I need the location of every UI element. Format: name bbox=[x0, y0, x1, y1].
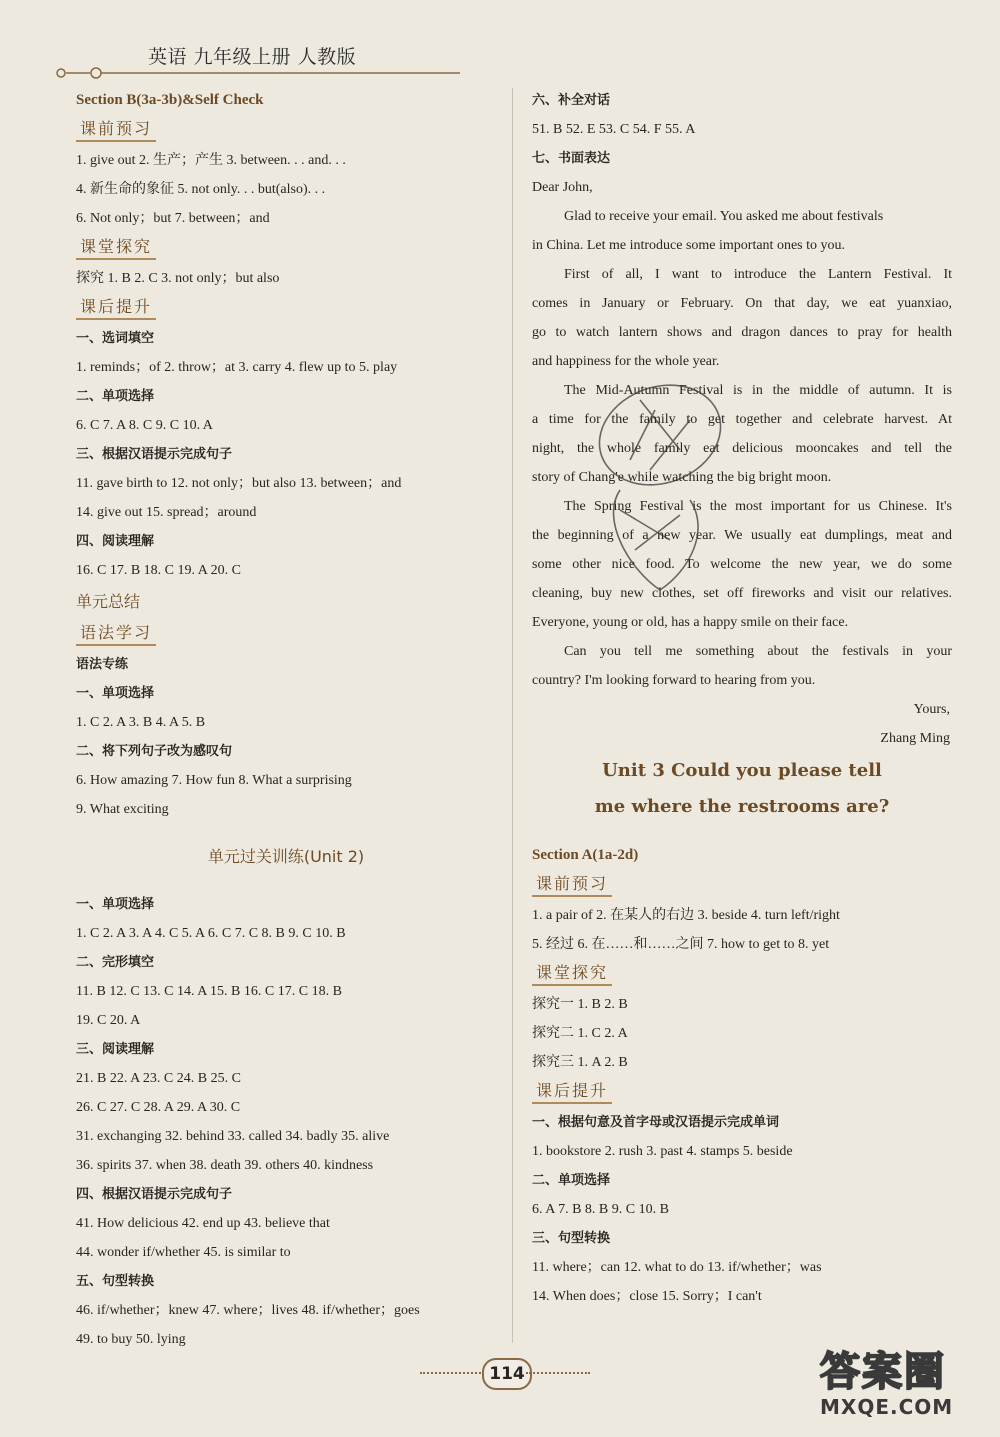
answer-line: 11. where；can 12. what to do 13. if/whether；was bbox=[532, 1260, 822, 1275]
exercise-heading: 一、根据句意及首字母或汉语提示完成单词 bbox=[532, 1115, 780, 1130]
essay-line: The Mid-Autumn Festival is in the middle of autumn. It is bbox=[564, 383, 952, 398]
answer-line: 41. How delicious 42. end up 43. believe that bbox=[76, 1216, 330, 1231]
essay-line: Glad to receive your email. You asked me about festivals bbox=[564, 209, 884, 224]
exercise-heading: 一、单项选择 bbox=[76, 897, 155, 912]
answer-line: 1. C 2. A 3. B 4. A 5. B bbox=[76, 715, 206, 730]
answer-line: and happiness for the whole year. bbox=[532, 354, 720, 369]
exercise-heading: 三、根据汉语提示完成句子 bbox=[76, 447, 233, 462]
exercise-heading: 三、句型转换 bbox=[532, 1231, 611, 1246]
subsection-tag bbox=[76, 233, 496, 264]
essay-line: cleaning, buy new clothes, set off fireworks and visit our relatives. bbox=[532, 586, 952, 601]
book-title: 英语 九年级上册 人教版 bbox=[148, 46, 357, 68]
left-column bbox=[76, 86, 496, 1354]
essay-line: go to watch lantern shows and dragon dances to pray for health bbox=[532, 325, 952, 340]
answer-line: 46. if/whether；knew 47. where；lives 48. if/whether；goes bbox=[76, 1303, 420, 1318]
answer-line: 11. B 12. C 13. C 14. A 15. B 16. C 17. C 18. B bbox=[76, 984, 342, 999]
section-heading: Section A(1a-2d) bbox=[532, 847, 639, 863]
page-footer bbox=[420, 1358, 590, 1388]
spacer bbox=[76, 874, 496, 890]
answer-line: 探究二 1. C 2. A bbox=[532, 1026, 628, 1041]
answer-line: 21. B 22. A 23. C 24. B 25. C bbox=[76, 1071, 241, 1086]
footer-dots-right bbox=[526, 1372, 590, 1374]
answer-line: 9. What exciting bbox=[76, 802, 169, 817]
answer-line: 1. C 2. A 3. A 4. C 5. A 6. C 7. C 8. B 9. C 10. B bbox=[76, 926, 346, 941]
exercise-heading: 二、单项选择 bbox=[76, 389, 155, 404]
answer-line: 31. exchanging 32. behind 33. called 34. badly 35. alive bbox=[76, 1129, 390, 1144]
answer-line: 6. Not only；but 7. between；and bbox=[76, 211, 270, 226]
answer-line: 36. spirits 37. when 38. death 39. others 40. kindness bbox=[76, 1158, 374, 1173]
exercise-heading: 四、根据汉语提示完成句子 bbox=[76, 1187, 233, 1202]
section-heading: Section B(3a-3b)&Self Check bbox=[76, 92, 264, 108]
subsection-tag bbox=[76, 293, 496, 324]
essay-line: night, the whole family eat delicious mooncakes and tell the bbox=[532, 441, 952, 456]
watermark-url: MXQE.COM bbox=[820, 1395, 954, 1419]
exercise-heading: 一、单项选择 bbox=[76, 686, 155, 701]
essay-signoff: Zhang Ming bbox=[880, 731, 950, 746]
answer-line: 探究三 1. A 2. B bbox=[532, 1055, 628, 1070]
answer-line: Everyone, young or old, has a happy smile on their face. bbox=[532, 615, 849, 630]
answer-line: 6. A 7. B 8. B 9. C 10. B bbox=[532, 1202, 669, 1217]
subsection-tag bbox=[76, 115, 496, 146]
answer-line: 1. reminds；of 2. throw；at 3. carry 4. flew up to 5. play bbox=[76, 360, 398, 375]
unit-title: Unit 3 Could you please tell bbox=[602, 760, 882, 781]
answer-line: in China. Let me introduce some important ones to you. bbox=[532, 238, 845, 253]
essay-line: comes in January or February. On that day, we eat yuanxiao, bbox=[532, 296, 952, 311]
subsection-tag bbox=[532, 1077, 952, 1108]
column-divider bbox=[512, 88, 513, 1343]
essay-line: the beginning of a new year. We usually eat dumplings, meat and bbox=[532, 528, 952, 543]
essay-line: The Spring Festival is the most important for us Chinese. It's bbox=[564, 499, 952, 514]
answer-line: country? I'm looking forward to hearing from you. bbox=[532, 673, 816, 688]
essay-line: Can you tell me something about the festivals in your bbox=[564, 644, 952, 659]
answer-line: 6. C 7. A 8. C 9. C 10. A bbox=[76, 418, 213, 433]
page-number: 114 bbox=[482, 1358, 532, 1390]
answer-line: 44. wonder if/whether 45. is similar to bbox=[76, 1245, 291, 1260]
exercise-heading: 三、阅读理解 bbox=[76, 1042, 155, 1057]
watermark-logo bbox=[820, 1340, 990, 1432]
unit-summary-title: 单元总结 bbox=[76, 592, 141, 611]
answer-line: 6. How amazing 7. How fun 8. What a surprising bbox=[76, 773, 352, 788]
answer-line: 51. B 52. E 53. C 54. F 55. A bbox=[532, 122, 696, 137]
answer-line: 1. give out 2. 生产；产生 3. between. . . and. . . bbox=[76, 153, 346, 168]
answer-line: 49. to buy 50. lying bbox=[76, 1332, 186, 1347]
exercise-heading: 五、句型转换 bbox=[76, 1274, 155, 1289]
answer-line: 1. a pair of 2. 在某人的右边 3. beside 4. turn left/right bbox=[532, 908, 840, 923]
exercise-heading: 二、单项选择 bbox=[532, 1173, 611, 1188]
answer-line: 探究一 1. B 2. B bbox=[532, 997, 628, 1012]
exercise-heading: 七、书面表达 bbox=[532, 151, 611, 166]
watermark-stamp bbox=[560, 340, 760, 600]
unit-test-title: 单元过关训练(Unit 2) bbox=[207, 847, 365, 866]
subsection-tag bbox=[76, 619, 496, 650]
footer-dots-left bbox=[420, 1372, 484, 1374]
subsection-tag-label: 课前预习 bbox=[532, 873, 612, 897]
answer-line: 4. 新生命的象征 5. not only. . . but(also). . . bbox=[76, 182, 326, 197]
spacer bbox=[76, 824, 496, 840]
answer-line: 11. gave birth to 12. not only；but also 13. between；and bbox=[76, 476, 402, 491]
subsection-tag bbox=[532, 959, 952, 990]
answer-line: 19. C 20. A bbox=[76, 1013, 141, 1028]
exercise-heading: 四、阅读理解 bbox=[76, 534, 155, 549]
spacer bbox=[532, 825, 952, 841]
exercise-heading: 二、将下列句子改为感叹句 bbox=[76, 744, 233, 759]
exercise-heading: 语法专练 bbox=[76, 657, 129, 672]
answer-line: 1. bookstore 2. rush 3. past 4. stamps 5. beside bbox=[532, 1144, 793, 1159]
exercise-heading: 六、补全对话 bbox=[532, 93, 611, 108]
essay-line: First of all, I want to introduce the Lantern Festival. It bbox=[564, 267, 952, 282]
subsection-tag-label: 课后提升 bbox=[76, 296, 156, 320]
essay-line: a time for the family to get together and celebrate harvest. At bbox=[532, 412, 952, 427]
answer-line: 探究 1. B 2. C 3. not only；but also bbox=[76, 271, 280, 286]
subsection-tag-label: 课堂探究 bbox=[76, 236, 156, 260]
essay-signoff: Yours, bbox=[913, 702, 950, 717]
answer-line: 5. 经过 6. 在……和……之间 7. how to get to 8. yet bbox=[532, 937, 830, 952]
answer-line: story of Chang'e while watching the big bright moon. bbox=[532, 470, 832, 485]
exercise-heading: 二、完形填空 bbox=[76, 955, 155, 970]
essay-line: some other nice food. To welcome the new year, we do some bbox=[532, 557, 952, 572]
exercise-heading: 一、选词填空 bbox=[76, 331, 155, 346]
right-column bbox=[532, 86, 952, 1311]
subsection-tag bbox=[532, 870, 952, 901]
answer-line: 14. give out 15. spread；around bbox=[76, 505, 257, 520]
subsection-tag-label: 课堂探究 bbox=[532, 962, 612, 986]
subsection-tag-label: 课前预习 bbox=[76, 118, 156, 142]
answer-line: 16. C 17. B 18. C 19. A 20. C bbox=[76, 563, 241, 578]
answer-line: 14. When does；close 15. Sorry；I can't bbox=[532, 1289, 762, 1304]
answer-line: Dear John, bbox=[532, 180, 593, 195]
subsection-tag-label: 语法学习 bbox=[76, 622, 156, 646]
watermark-logo-text: 答案圈 bbox=[820, 1349, 946, 1395]
header-ornament bbox=[52, 66, 460, 80]
subsection-tag-label: 课后提升 bbox=[532, 1080, 612, 1104]
unit-title: me where the restrooms are? bbox=[594, 796, 890, 817]
answer-line: 26. C 27. C 28. A 29. A 30. C bbox=[76, 1100, 241, 1115]
